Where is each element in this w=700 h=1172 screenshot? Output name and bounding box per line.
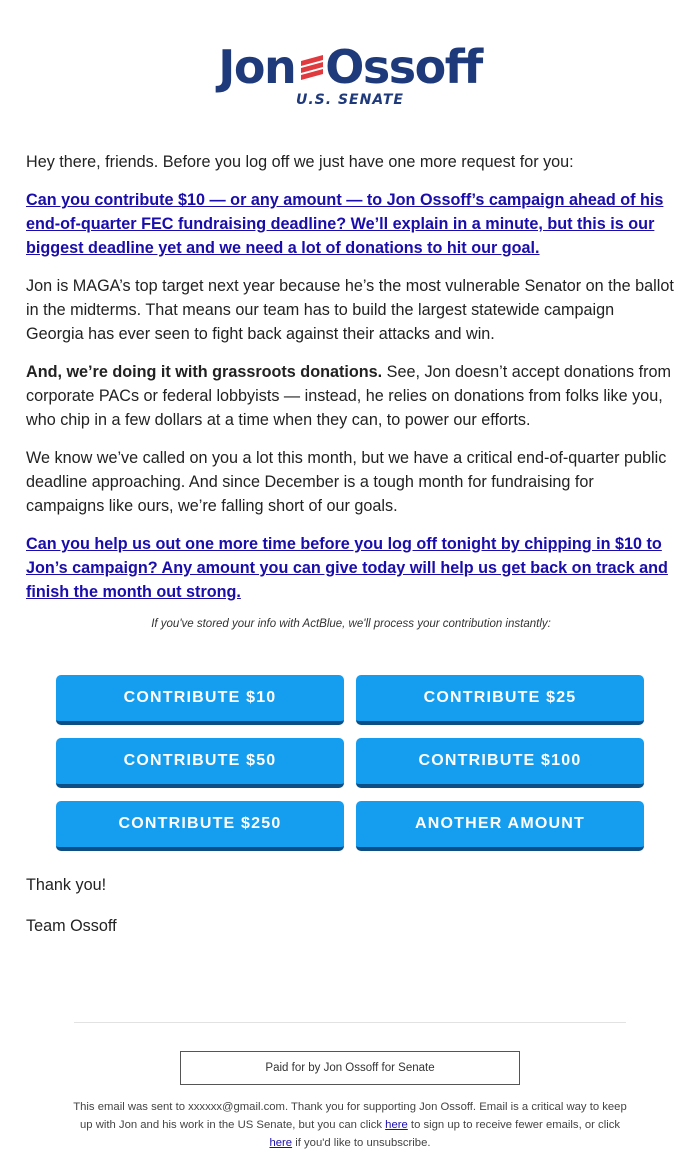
logo-wordmark — [0, 34, 700, 96]
grassroots-bold-text: And, we’re doing it with grassroots donations. — [26, 363, 383, 381]
contribute-250-button[interactable]: CONTRIBUTE $250 — [56, 801, 344, 851]
contribute-10-button[interactable]: CONTRIBUTE $10 — [56, 675, 344, 725]
paragraph-target: Jon is MAGA’s top target next year because he’s the most vulnerable Senator on the ballot in the midterms. That means our team has to build the largest statewide campaign Georgia has ever seen to fight back against their attacks and win. — [26, 277, 674, 343]
logo-subtitle: U.S. SENATE — [296, 92, 404, 108]
contribute-100-button[interactable]: CONTRIBUTE $100 — [356, 738, 644, 788]
another-amount-button[interactable]: ANOTHER AMOUNT — [356, 801, 644, 851]
flag-stripes-icon — [297, 52, 327, 82]
paragraph-deadline: We know we’ve called on you a lot this month, but we have a critical end-of-quarter public deadline approaching. And since December is a tough month for fundraising for campaigns like ours, we’re falling short of our goals. — [26, 449, 667, 515]
donate-link-primary[interactable]: Can you contribute $10 — or any amount — to Jon Ossoff’s campaign ahead of his end-of-quarter FEC fundraising deadline? We’ll explain in a minute, but this is our biggest deadline yet and we need a lot of donations to hit our goal. — [26, 191, 664, 257]
thank-you-text: Thank you! — [26, 876, 107, 894]
email-body — [26, 150, 676, 648]
logo-last-name: Ossoff — [325, 39, 482, 94]
footer-text-part-b: to sign up to receive fewer emails, or click — [407, 1119, 621, 1131]
footer-text-part-c: if you'd like to unsubscribe. — [292, 1137, 431, 1149]
signature-text: Team Ossoff — [26, 917, 117, 935]
greeting-text: Hey there, friends. Before you log off we just have one more request for you: — [26, 153, 574, 171]
actblue-note: If you've stored your info with ActBlue, we'll process your contribution instantly: — [151, 618, 551, 630]
unsubscribe-link[interactable]: here — [269, 1137, 293, 1149]
contribute-25-button[interactable]: CONTRIBUTE $25 — [356, 675, 644, 725]
logo-first-name: Jon — [218, 39, 296, 94]
paragraph-grassroots — [26, 360, 676, 432]
campaign-logo — [0, 34, 700, 114]
grassroots-rest-text: See, Jon doesn’t accept donations from corporate PACs or federal lobbyists — instead, he relies on donations from folks like you, who chip in a few dollars at a time when they can, to power our efforts. — [26, 363, 672, 429]
footer-text — [70, 1098, 630, 1152]
fewer-emails-link[interactable]: here — [385, 1119, 408, 1131]
paid-for-disclaimer: Paid for by Jon Ossoff for Senate — [180, 1051, 520, 1085]
footer-text-part-a: This email was sent to xxxxxx@gmail.com. Thank you for supporting Jon Ossoff. Email is a critical way to keep up with Jon and his work in the US Senate, but you can click — [73, 1101, 627, 1131]
contribute-50-button[interactable]: CONTRIBUTE $50 — [56, 738, 344, 788]
footer-divider — [74, 1022, 626, 1023]
donate-link-secondary[interactable]: Can you help us out one more time before you log off tonight by chipping in $10 to Jon’s campaign? Any amount you can give today will help us get back on track and finish the month out strong. — [26, 535, 668, 601]
